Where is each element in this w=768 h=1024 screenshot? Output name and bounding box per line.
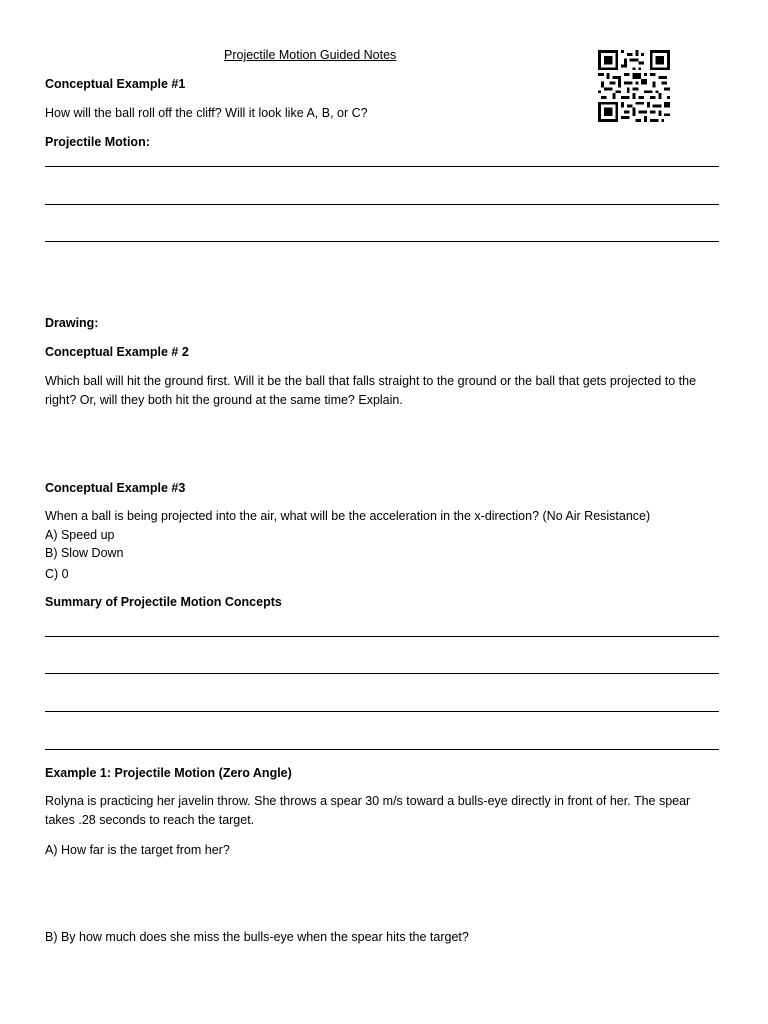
answer-line [45, 636, 719, 637]
answer-line [45, 711, 719, 712]
example-1-problem: Rolyna is practicing her javelin throw. She throws a spear 30 m/s toward a bulls-eye directly in front of her. The spear takes .28 seconds to reach the target. [45, 794, 691, 827]
conceptual-example-3-heading: Conceptual Example #3 [45, 481, 186, 495]
conceptual-example-1-question: How will the ball roll off the cliff? Will it look like A, B, or C? [45, 106, 368, 120]
drawing-heading: Drawing: [45, 316, 99, 330]
answer-line [45, 673, 719, 674]
option-c: C) 0 [45, 567, 69, 581]
example-1-part-a: A) How far is the target from her? [45, 843, 230, 857]
answer-line [45, 166, 719, 167]
conceptual-example-1-heading: Conceptual Example #1 [45, 77, 186, 91]
example-1-part-b: B) By how much does she miss the bulls-eye when the spear hits the target? [45, 930, 469, 944]
conceptual-example-3-question: When a ball is being projected into the air, what will be the acceleration in the x-direction? (No Air Resistance) [45, 509, 651, 523]
conceptual-example-2-heading: Conceptual Example # 2 [45, 345, 189, 359]
conceptual-example-2-question: Which ball will hit the ground first. Will it be the ball that falls straight to the ground or the ball that gets projected to the right? Or, will they both hit the ground at the same time? Explain. [45, 374, 697, 407]
qr-code-icon [598, 50, 670, 122]
option-b: B) Slow Down [45, 546, 124, 560]
projectile-motion-heading: Projectile Motion: [45, 135, 150, 149]
page-title: Projectile Motion Guided Notes [224, 48, 397, 62]
answer-line [45, 204, 719, 205]
answer-line [45, 749, 719, 750]
example-1-heading: Example 1: Projectile Motion (Zero Angle) [45, 766, 292, 780]
summary-heading: Summary of Projectile Motion Concepts [45, 595, 282, 609]
answer-line [45, 241, 719, 242]
option-a: A) Speed up [45, 528, 115, 542]
